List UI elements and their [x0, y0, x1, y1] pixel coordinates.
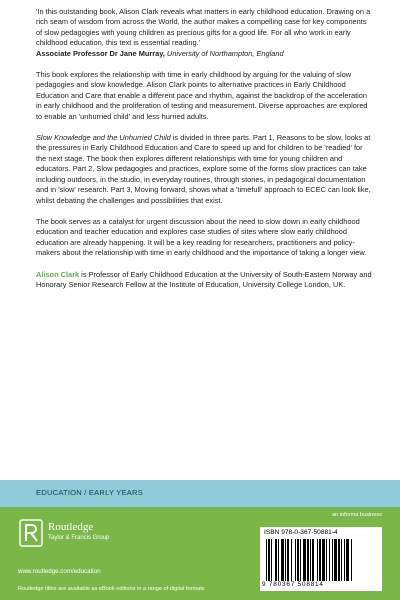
description-paragraph-3: The book serves as a catalyst for urgent discussion about the need to slow down in early childhood education and teacher education and explores case studies of sites where slow early childhood education are already happening. It will be a key reading for researchers, practitioners and policy-makers about the relationship with time in early childhood and the importance of taking a longer view. [36, 216, 367, 258]
barcode-bar [266, 539, 267, 581]
category-label: EDUCATION / EARLY YEARS [36, 488, 144, 497]
barcode-bar [281, 539, 284, 581]
book-title: Slow Knowledge and the Unhurried Child [36, 133, 171, 143]
author-name: Alison Clark [36, 269, 80, 279]
barcode-bar [295, 539, 296, 581]
publisher-logo [18, 518, 158, 548]
publisher-url: www.routledge.com/education [18, 568, 101, 575]
barcode-bar [287, 539, 289, 581]
isbn-label: ISBN 978-0-367-50881-4 [264, 529, 338, 536]
description-paragraph-2 [36, 133, 372, 206]
barcode-bar [307, 539, 309, 581]
barcode-bar [341, 539, 342, 581]
barcode-bar [285, 539, 286, 581]
endorsement-quote [36, 7, 372, 59]
quote-attribution: Associate Professor Dr Jane Murray, [36, 48, 165, 58]
author-bio-text: is Professor of Early Childhood Education at the University of South-Eastern Norway and Honorary Senior Research Fellow at the Institute of Education, University College London, UK. [36, 269, 372, 289]
barcode-bar [338, 539, 340, 581]
barcode-bar [310, 539, 311, 581]
category-band [0, 480, 400, 507]
barcode-number: 9 780367 508814 [262, 581, 324, 588]
paragraph-2-text: is divided in three parts. Part 1, Reasons to be slow, looks at the pressures in Early Childhood Education and Care to speed up and for children to be 'readied' for the next stage. The book then explores different relationships with time for young children and educators. Part 2, Slow pedagogies and practices, explore some of the forms slow practices can take including outdoors, in the studio, in everyday routines, through stories, in pedagogical documentation and in 'slow' research. Part 3, Moving forward, shows what a 'timefull' approach to ECEC can look like, whilst debating the challenges and possibilities that exist. [36, 133, 371, 205]
barcode-bar [312, 539, 314, 581]
barcode-bar [346, 539, 349, 581]
barcode-block [260, 527, 382, 591]
barcode-bar [291, 539, 292, 581]
barcode-bar [303, 539, 306, 581]
blurb-text [36, 7, 372, 301]
barcode-bar [351, 539, 352, 581]
quote-text: 'In this outstanding book, Alison Clark reveals what matters in early childhood education. Drawing on a rich seam of wisdom from across the World, the author makes a compelling case for key components of slow pedagogies with young children as precious gifts for a good life. For all who work in early childhood education, this text is essential reading.' [36, 7, 371, 48]
barcode-bar [332, 539, 333, 581]
barcode-bar [278, 539, 279, 581]
publisher-subtitle: Taylor & Francis Group [48, 535, 110, 541]
publisher-name: Routledge [48, 521, 94, 533]
quote-institution: University of Northampton, England [166, 48, 284, 58]
barcode-bar [334, 539, 337, 581]
routledge-logo-icon [18, 518, 44, 548]
publisher-panel [0, 507, 400, 600]
description-paragraph-1: This book explores the relationship with time in early childhood by arguing for the valuing of slow pedagogies and slow knowledge. Alison Clark points to alternative practices in Early Childhood Education and Care that enable a different pace and rhythm, against the backdrop of the acceleration in early childhood and the proliferation of testing and measurement. Diverse approaches are explored to enable an 'unhurried child' and less hurried adults. [36, 70, 368, 121]
barcode-bar [317, 539, 318, 581]
barcode-bar [271, 539, 272, 581]
barcode-icon [264, 539, 378, 581]
informa-label: an informa business [331, 512, 382, 518]
author-bio [36, 270, 372, 291]
barcode-bar [319, 539, 321, 581]
barcode-bar [297, 539, 299, 581]
barcode-bar [322, 539, 325, 581]
ebook-note: Routledge titles are available as eBook editions in a range of digital formats [18, 586, 205, 592]
barcode-bar [275, 539, 277, 581]
barcode-bar [326, 539, 327, 581]
barcode-bar [268, 539, 270, 581]
barcode-bar [329, 539, 330, 581]
barcode-bar [344, 539, 345, 581]
barcode-bar [300, 539, 301, 581]
